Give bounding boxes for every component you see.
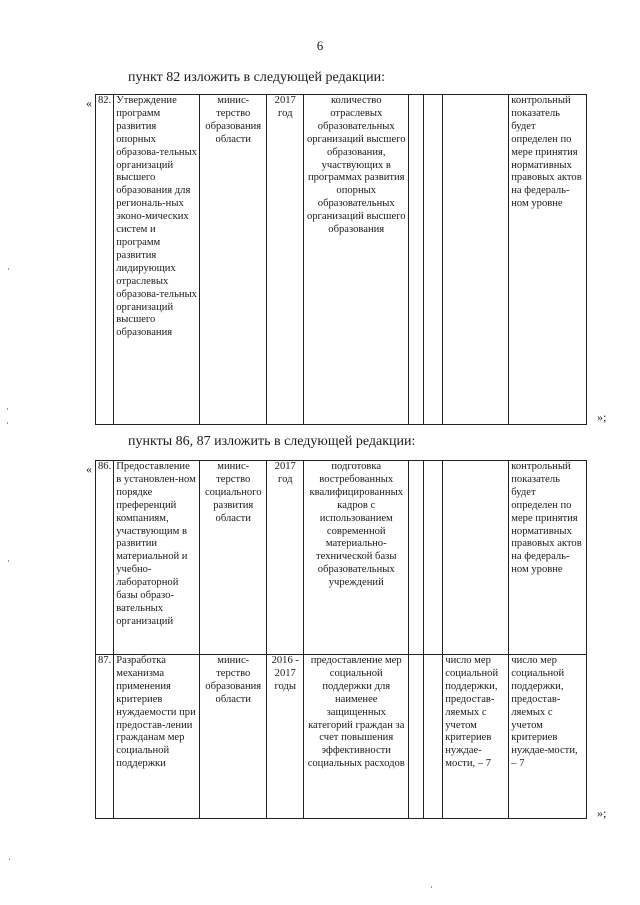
row-number: 86. <box>96 461 114 655</box>
executor: минис-терство образования области <box>200 655 267 819</box>
indicator <box>443 95 509 425</box>
section1-open-quote: « <box>86 96 92 110</box>
measure-name: Предоставление в установлен-ном порядке преференций компаниям, участвующим в развитии материальной и учебно-лабораторной базы образо-вательных организаций <box>114 461 200 655</box>
empty-cell <box>409 461 424 655</box>
scan-speck <box>9 858 10 860</box>
control-indicator: число мер социальной поддержки, предостав-ляемых с учетом критериев нуждае-мости, – 7 <box>509 655 587 819</box>
expected-result: подготовка востребованных квалифицированных кадров с использованием современной материально-технической базы образовательных учреждений <box>304 461 409 655</box>
empty-cell <box>409 655 424 819</box>
section1-close-quote: »; <box>597 410 607 424</box>
section2-table <box>95 460 587 819</box>
section2-close-quote: »; <box>597 806 607 820</box>
indicator: число мер социальной поддержки, предостав-ляемых с учетом критериев нуждае-мости, – 7 <box>443 655 509 819</box>
section1-table <box>95 94 587 425</box>
scan-speck <box>7 408 8 410</box>
section2-open-quote: « <box>86 462 92 476</box>
executor: минис-терство социального развития области <box>200 461 267 655</box>
empty-cell <box>424 461 443 655</box>
executor: минис-терство образования области <box>200 95 267 425</box>
indicator <box>443 461 509 655</box>
control-indicator: контрольный показатель будет определен по мере принятия нормативных правовых актов на федераль-ном уровне <box>509 95 587 425</box>
expected-result: количество отраслевых образовательных организаций высшего образования, участвующих в программах развития опорных образовательных организаций высшего образования <box>304 95 409 425</box>
empty-cell <box>409 95 424 425</box>
control-indicator: контрольный показатель будет определен по мере принятия нормативных правовых актов на федераль-ном уровне <box>509 461 587 655</box>
measure-name: Утверждение программ развития опорных образова-тельных организаций высшего образования для региональ-ных эконо-мических систем и программ развития лидирующих отраслевых образова-тельных организаций высшего образования <box>114 95 200 425</box>
empty-cell <box>424 655 443 819</box>
scan-speck <box>8 268 9 270</box>
scan-speck <box>431 886 432 888</box>
table-row <box>96 461 587 655</box>
empty-cell <box>424 95 443 425</box>
section1-intro: пункт 82 изложить в следующей редакции: <box>128 70 385 85</box>
term: 2016 - 2017 годы <box>267 655 304 819</box>
section2-intro: пункты 86, 87 изложить в следующей редакции: <box>128 434 416 449</box>
table-row <box>96 655 587 819</box>
term: 2017 год <box>267 461 304 655</box>
scan-speck <box>8 560 9 562</box>
table-row <box>96 95 587 425</box>
page-number: 6 <box>316 38 324 53</box>
term: 2017 год <box>267 95 304 425</box>
row-number: 82. <box>96 95 114 425</box>
expected-result: предоставление мер социальной поддержки для наименее защищенных категорий граждан за счет повышения эффективности социальных расходов <box>304 655 409 819</box>
row-number: 87. <box>96 655 114 819</box>
measure-name: Разработка механизма применения критериев нуждаемости при предостав-лении гражданам мер социальной поддержки <box>114 655 200 819</box>
scan-speck <box>7 422 8 424</box>
